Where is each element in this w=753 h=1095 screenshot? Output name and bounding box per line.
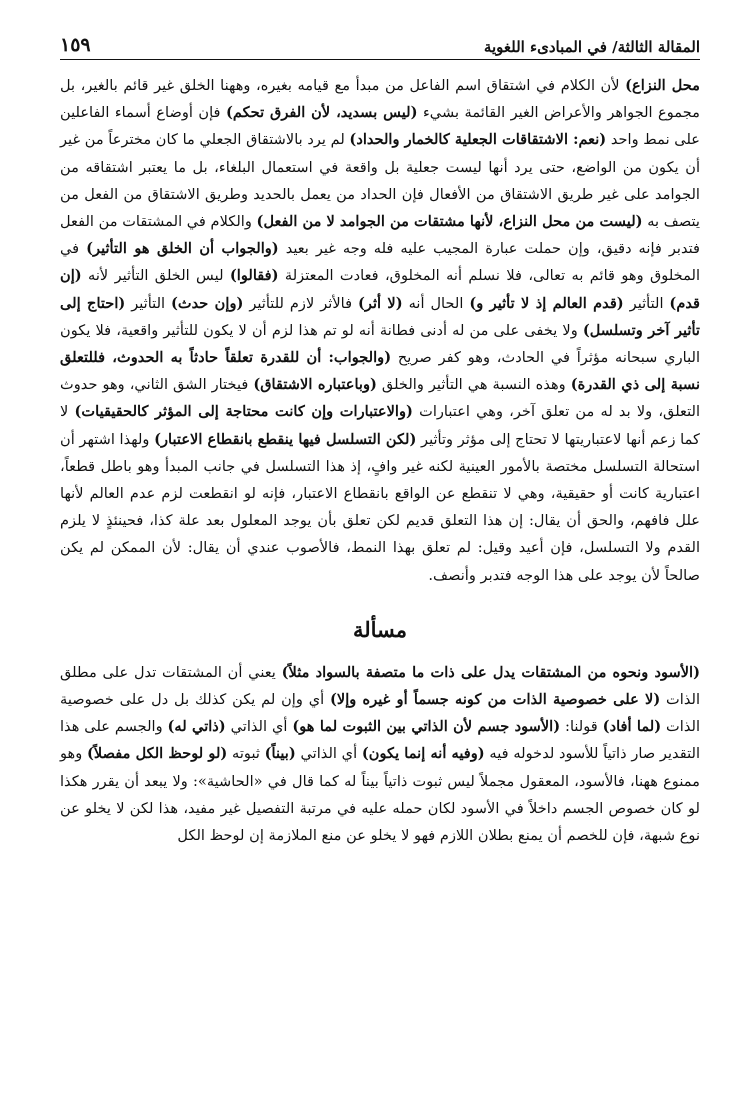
page-number: ١٥٩ (60, 34, 91, 56)
sharh-text: فالأثر لازم للتأثير (243, 294, 358, 312)
sharh-text: قولنا: (560, 718, 603, 736)
sharh-text: لأن الكلام في اشتقاق اسم الفاعل من مبدأ مع قيامه بغيره، وههنا الخلق غير قائم بالغير، بل مجموع الجواهر والأعراض الغير القائمة بشيء (60, 77, 700, 122)
sharh-text: ثبوته (227, 745, 265, 763)
sharh-text: أي الذاتي (225, 718, 293, 736)
matn-quote: (لا على خصوصية الذات من كونه جسماً أو غيره وإلا) (329, 691, 661, 709)
sharh-text: لم يرد بالاشتقاق الجعلي ما كان مخترعاً من غير أن يكون من الواضع، حتى يرد أنها ليست جعلية بل واقعة في استعمال البلغاء، بل ما يعتبر اشتقاقه من الجوامد على غير طريق الاشتقاق من الأفعال فإن الحداد من يعمل بالحديد وطريق الاشتقاق من الفعل من يتصف به (60, 131, 700, 231)
matn-quote: (والجواب: أن للقدرة تعلقاً حادثاً به الحدوث، فللتعلق نسبة إلى ذي القدرة) (60, 349, 701, 394)
commentary-paragraph (60, 72, 700, 589)
matn-quote: (الأسود جسم لأن الذاتي بين الثبوت لما هو) (292, 718, 561, 736)
running-header (60, 28, 700, 60)
book-page (60, 28, 700, 1078)
matn-quote: (والاعتبارات وإن كانت محتاجة إلى المؤثر كالحقيقيات) (74, 403, 413, 421)
matn-quote: (لو لوحظ الكل مفصلاً) (87, 745, 228, 763)
matn-quote: (قدم العالم إذ لا تأثير و) (469, 294, 624, 312)
matn-quote: (إن قدم) (60, 267, 700, 312)
sharh-text: فيختار الشق الثاني، وهو حدوث التعلق، ولا بد له من تعلق آخر، وهي اعتبارات (60, 376, 701, 421)
sharh-text: ليس الخلق التأثير لأنه (81, 267, 230, 285)
matn-quote: (ليست من محل النزاع، لأنها مشتقات من الجوامد لا من الفعل) (256, 213, 643, 231)
sharh-text: ولهذا اشتهر أن استحالة التسلسل مختصة بالأمور العينية لكنه غير وافٍ، إذ هذا التسلسل في جانب المبدأ وهو باطل قطعاً، اعتبارية كانت أو حقيقية، وهي لا تنقطع عن الواقع بانقطاع الاعتبار، فإنه لو انقطعت لزم عدم العالم لأنها علل فافهم، والحق أن يقال: إن هذا التعلق قديم لكن تعلق بأن يوجد المعلول بعد علة كذا، فحينئذٍ لا يلزم القدم ولا التسلسل، فإن أعيد وقيل: لم تعلق بهذا النمط، فالأصوب عندي أن يقال: لأن الممكن لم يكن صالحاً لأن يوجد على هذا الوجه فتدبر وأنصف. (60, 430, 700, 584)
sharh-text: التأثير (623, 294, 670, 312)
sharh-text: الحال أنه (402, 294, 470, 312)
sharh-text: يعني أن المشتقات تدل على مطلق الذات (60, 663, 701, 709)
sharh-text: فإن أوضاع أسماء الفاعلين على نمط واحد (60, 104, 700, 149)
matn-quote: (بيناً) (264, 745, 296, 763)
sharh-text: وهو ممنوع ههنا، فالأسود، المعقول مجملاً ليس ثبوت ذاتياً بيناً له كما قال في «الحاشية»: ولا يبعد أن يقرر هكذا لو كان خصوص الجسم داخلاً في الأسود لكان حمله عليه في مرتبة التفصيل غير مفيد، هذا لكن لا يخلو عن نوع شبهة، فإن للخصم أن يمنع بطلان اللازم فهو لا يخلو عن منع الملازمة إن لوحظ الكل (60, 745, 700, 845)
matn-quote: (لكن التسلسل فيها ينقطع بانقطاع الاعتبار) (154, 430, 417, 448)
matn-quote: (وفيه أنه إنما يكون) (361, 745, 485, 763)
matn-quote: (نعم: الاشتقاقات الجعلية كالخمار والحداد) (349, 131, 607, 149)
matn-quote: (وباعتباره الاشتقاق) (253, 376, 377, 394)
matn-quote: (والجواب أن الخلق هو التأثير) (86, 240, 279, 258)
matn-quote: (ذاتي له) (167, 718, 226, 736)
sharh-text: لا كما زعم أنها لاعتباريتها لا تحتاج إلى مؤثر وتأثير (60, 403, 701, 448)
matn-quote: (وإن حدث) (170, 294, 244, 312)
matn-quote: (ليس بسديد، لأن الفرق تحكم) (225, 104, 418, 122)
sharh-text: التأثير (125, 294, 171, 312)
matn-quote: محل النزاع) (625, 77, 700, 94)
matn-quote: (لا أثر) (358, 294, 403, 312)
section-heading: مسألة (352, 616, 408, 642)
running-title: المقالة الثالثة/ في المبادىء اللغوية (483, 38, 700, 56)
matn-quote: (الأسود ونحوه من المشتقات يدل على ذات ما متصفة بالسواد مثلاً) (281, 663, 700, 681)
sharh-text: وهذه النسبة هي التأثير والخلق (376, 376, 571, 394)
matn-quote: (احتاج إلى تأثير آخر وتسلسل) (60, 294, 700, 339)
commentary-paragraph-issue (60, 659, 700, 849)
sharh-text: ولا يخفى على من له أدنى فطانة أنه لو تم هذا لزم أن لا يكون للتأثير واقعية، فلا يكون الباري سبحانه مؤثراً في الحادث، وهو كفر صريح (60, 321, 700, 367)
sharh-text: والجسم على هذا التقدير صار ذاتياً للأسود لدخوله فيه (60, 718, 700, 763)
sharh-text: أي وإن لم يكن كذلك بل دل على خصوصية الذات (60, 691, 700, 736)
matn-quote: (فقالوا) (229, 267, 279, 285)
sharh-text: والكلام في المشتقات من الفعل فتدبر فإنه دقيق، وإن حملت عبارة المجيب عليه فله وجه غير بعيد (60, 213, 700, 258)
sharh-text: في المخلوق وهو قائم به تعالى، فلا نسلم أنه المخلوق، فعادت المعتزلة (60, 240, 701, 285)
matn-quote: (لما أفاد) (602, 718, 662, 736)
sharh-text: أي الذاتي (295, 745, 362, 763)
